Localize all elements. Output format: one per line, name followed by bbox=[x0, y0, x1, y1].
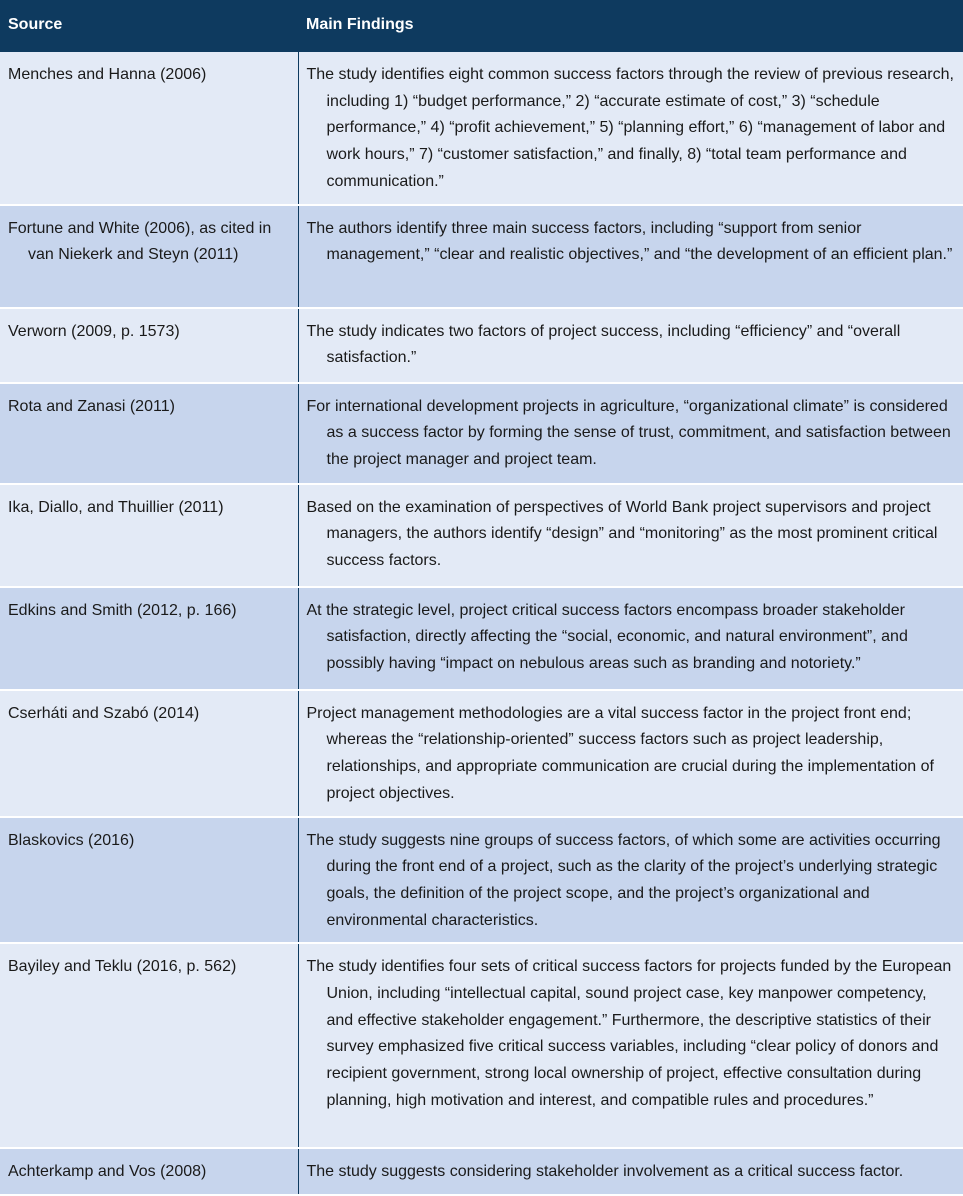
table-row bbox=[0, 205, 963, 308]
finding-cell: The study suggests nine groups of success factors, of which some are activities occurring during the front end of a project, such as the clarity of the project’s underlying strategic goals, the definition of the project scope, and the project’s organizational and environmental characteristics. bbox=[306, 831, 941, 929]
table-header bbox=[0, 0, 963, 51]
finding-cell: The authors identify three main success factors, including “support from senior management,” “clear and realistic objectives,” and “the development of an efficient plan.” bbox=[306, 219, 953, 264]
table-row bbox=[0, 51, 963, 205]
source-cell: Fortune and White (2006), as cited in van Niekerk and Steyn (2011) bbox=[8, 219, 272, 264]
source-cell: Edkins and Smith (2012, p. 166) bbox=[8, 601, 237, 619]
table-row bbox=[0, 308, 963, 383]
source-cell: Verworn (2009, p. 1573) bbox=[8, 322, 180, 340]
table-row bbox=[0, 817, 963, 944]
source-cell: Achterkamp and Vos (2008) bbox=[8, 1163, 207, 1181]
table-row bbox=[0, 943, 963, 1148]
finding-cell: Project management methodologies are a vital success factor in the project front end; whereas the “relationship-oriented” success factors such as project leadership, relationships, and appropriate communication are crucial during the implementation of project objectives. bbox=[306, 704, 934, 802]
finding-cell: At the strategic level, project critical success factors encompass broader stakeholder satisfaction, directly affecting the “social, economic, and natural environment”, and possibly having “impact on nebulous areas such as branding and notoriety.” bbox=[306, 601, 908, 672]
table-row bbox=[0, 383, 963, 484]
finding-cell: The study identifies eight common success factors through the review of previous research, including 1) “budget performance,” 2) “accurate estimate of cost,” 3) “schedule performance,” 4) “profit achievement,” 5) “planning effort,” 6) “management of labor and work hours,” 7) “customer satisfaction,” and finally, 8) “total team performance and communication.” bbox=[306, 66, 954, 190]
finding-cell: The study indicates two factors of project success, including “efficiency” and “overall satisfaction.” bbox=[306, 322, 901, 367]
table-row bbox=[0, 1148, 963, 1195]
source-cell: Cserháti and Szabó (2014) bbox=[8, 704, 200, 722]
table-row bbox=[0, 484, 963, 587]
header-source: Source bbox=[0, 0, 298, 51]
source-cell: Ika, Diallo, and Thuillier (2011) bbox=[8, 498, 224, 516]
table-row bbox=[0, 587, 963, 690]
finding-cell: For international development projects in agriculture, “organizational climate” is considered as a success factor by forming the sense of trust, commitment, and satisfaction between the project manager and project team. bbox=[306, 397, 951, 468]
table-row bbox=[0, 690, 963, 817]
source-cell: Bayiley and Teklu (2016, p. 562) bbox=[8, 958, 237, 976]
finding-cell: The study suggests considering stakeholder involvement as a critical success factor. bbox=[306, 1163, 904, 1181]
source-cell: Blaskovics (2016) bbox=[8, 831, 135, 849]
finding-cell: The study identifies four sets of critical success factors for projects funded by the European Union, including “intellectual capital, sound project case, key manpower competency, and effective stakeholder engagement.” Furthermore, the descriptive statistics of their survey emphasized five critical success variables, including “clear policy of donors and recipient government, strong local ownership of project, effective consultation during planning, high motivation and interest, and compatible rules and procedures.” bbox=[306, 958, 952, 1109]
source-cell: Rota and Zanasi (2011) bbox=[8, 397, 175, 415]
source-cell: Menches and Hanna (2006) bbox=[8, 66, 207, 83]
finding-cell: Based on the examination of perspectives of World Bank project supervisors and project managers, the authors identify “design” and “monitoring” as the most prominent critical success factors. bbox=[306, 498, 938, 569]
header-main-findings: Main Findings bbox=[298, 0, 963, 51]
